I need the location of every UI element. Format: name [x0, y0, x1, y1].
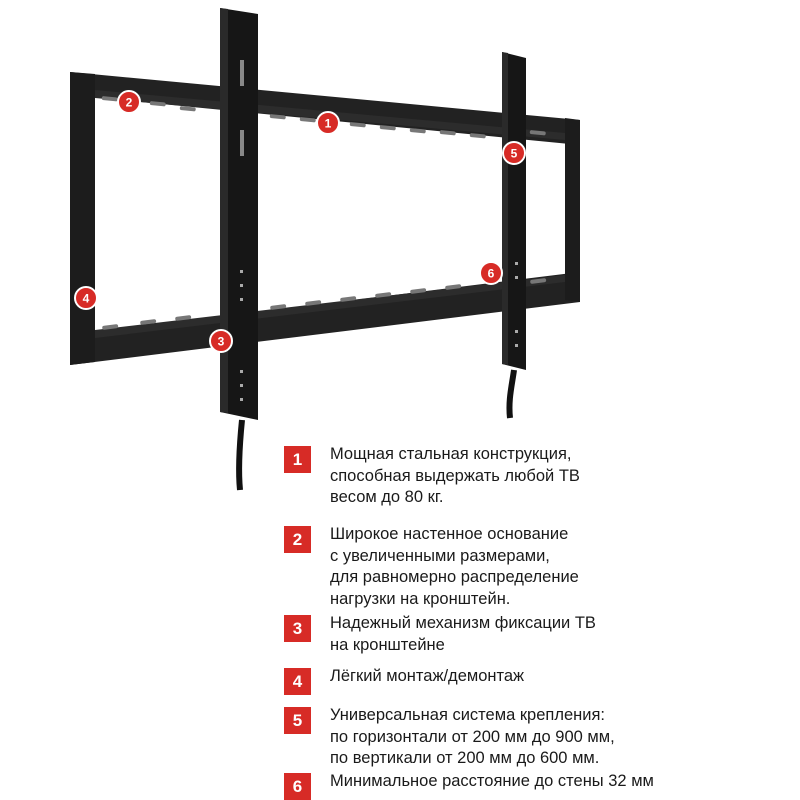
callout-6: [480, 262, 502, 284]
callout-4-label: 4: [82, 291, 90, 306]
right-tv-arm: [502, 52, 526, 418]
feature-number-badge: 4: [284, 668, 311, 695]
callout-6-label: 6: [487, 266, 495, 281]
feature-text: Универсальная система крепления: по горизонтали от 200 мм до 900 мм, по вертикали от 200 мм до 600 мм.: [330, 706, 615, 767]
frame-right-post: [565, 118, 580, 302]
feature-item-6: [284, 771, 654, 800]
left-safety-strap: [239, 420, 242, 490]
feature-item-2: [284, 524, 579, 610]
callout-1: [317, 112, 339, 134]
callout-5: [503, 142, 525, 164]
callout-2-label: 2: [125, 95, 133, 110]
feature-number-badge: 1: [284, 446, 311, 473]
right-safety-strap: [509, 370, 514, 418]
feature-item-4: [284, 666, 524, 695]
callout-1-label: 1: [324, 116, 332, 131]
feature-number-badge: 6: [284, 773, 311, 800]
feature-item-3: [284, 613, 596, 656]
feature-item-1: [284, 444, 580, 509]
callout-4: [75, 287, 97, 309]
feature-text: Надежный механизм фиксации ТВ на кронштейне: [330, 614, 596, 654]
feature-number-badge: 2: [284, 526, 311, 553]
feature-text: Минимальное расстояние до стены 32 мм: [330, 772, 654, 790]
feature-number-badge: 3: [284, 615, 311, 642]
feature-text: Мощная стальная конструкция, способная выдержать любой ТВ весом до 80 кг.: [330, 445, 580, 506]
feature-text: Широкое настенное основание с увеличенными размерами, для равномерно распределение нагрузки на кронштейн.: [330, 525, 579, 608]
frame-left-post: [70, 72, 95, 365]
feature-text: Лёгкий монтаж/демонтаж: [330, 667, 525, 685]
callout-5-label: 5: [510, 146, 518, 161]
callout-3-label: 3: [217, 334, 225, 349]
left-tv-arm: [217, 8, 258, 490]
callout-3: [210, 330, 232, 352]
feature-item-5: [284, 705, 615, 770]
callout-2: [118, 91, 140, 113]
feature-number-badge: 5: [284, 707, 311, 734]
